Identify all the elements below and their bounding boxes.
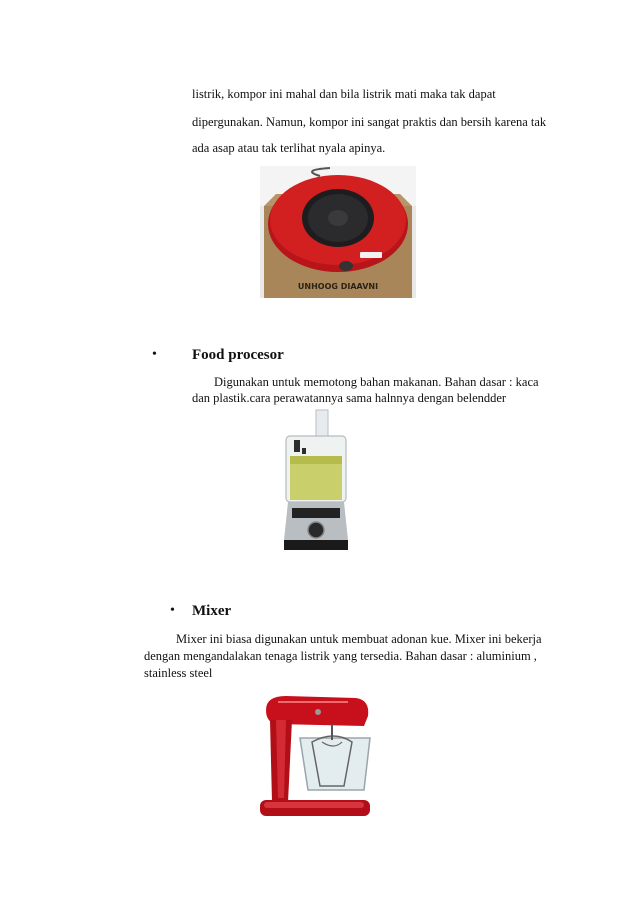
bullet-food-processor: •: [152, 347, 157, 362]
heading-food-processor: Food procesor: [192, 347, 284, 363]
intro-line-3: ada asap atau tak terlihat nyala apinya.: [192, 141, 386, 155]
mixer-line-2: dengan mengandalakan tenaga listrik yang tersedia. Bahan dasar : aluminium ,: [144, 649, 537, 663]
bullet-mixer: •: [170, 603, 175, 618]
food-processor-line-2: dan plastik.cara perawatannya sama halnnya dengan belendder: [192, 391, 507, 405]
heading-mixer: Mixer: [192, 603, 232, 619]
mixer-line-3: stainless steel: [144, 666, 213, 680]
stand-mixer-image: [256, 690, 382, 822]
food-processor-image: [278, 408, 354, 554]
food-processor-line-1: Digunakan untuk memotong bahan makanan. Bahan dasar : kaca: [214, 375, 539, 389]
mixer-line-1: Mixer ini biasa digunakan untuk membuat adonan kue. Mixer ini bekerja: [176, 632, 542, 646]
box-label-text: UNHOOG DIAAVNI: [297, 282, 379, 291]
intro-line-2: dipergunakan. Namun, kompor ini sangat praktis dan bersih karena tak: [192, 115, 547, 129]
electric-stove-image: [260, 166, 416, 298]
intro-line-1: listrik, kompor ini mahal dan bila listrik mati maka tak dapat: [192, 87, 496, 101]
